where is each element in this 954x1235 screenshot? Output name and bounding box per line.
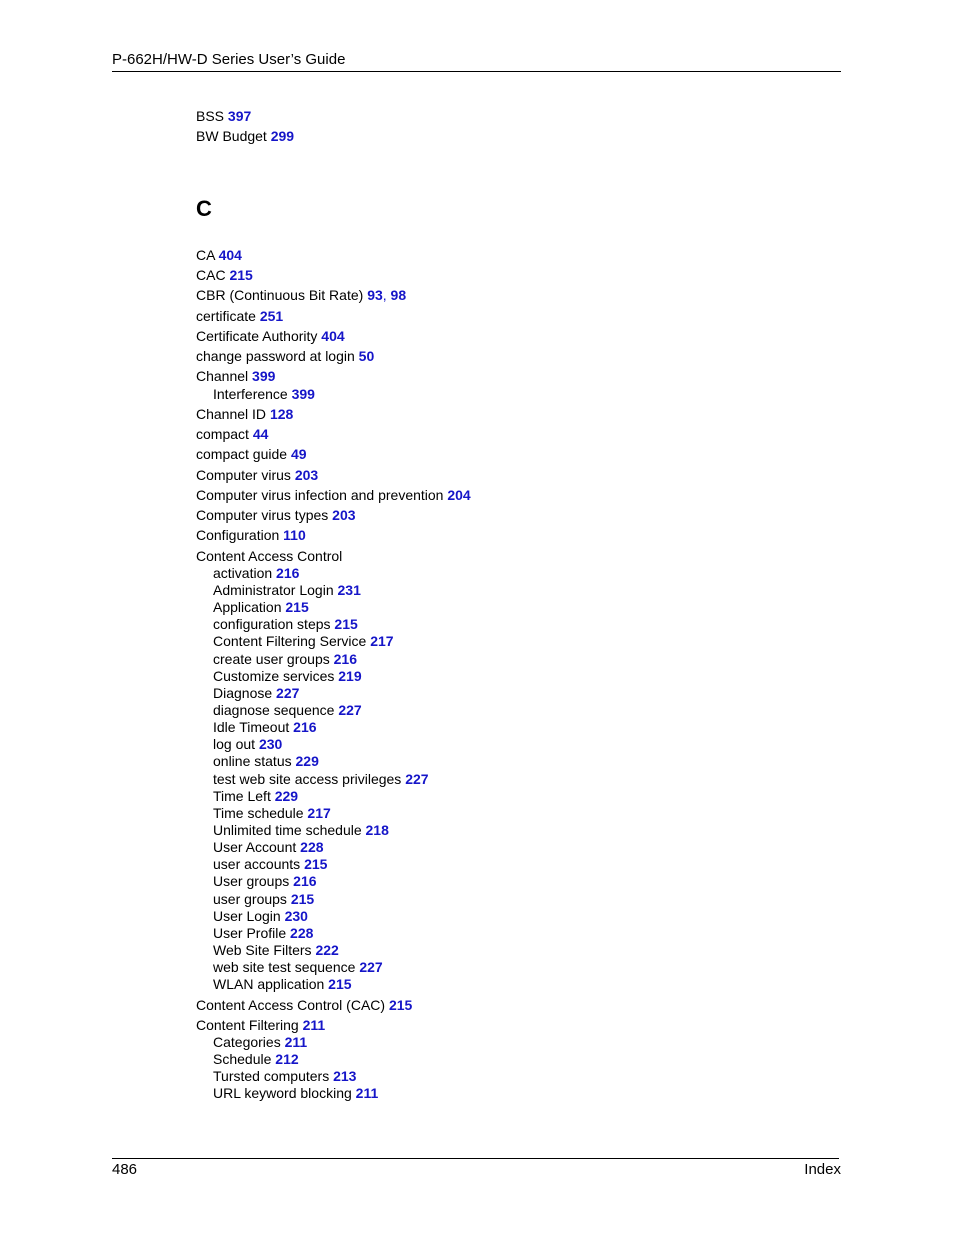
index-entry bbox=[196, 308, 283, 325]
page-link[interactable]: 404 bbox=[218, 247, 242, 263]
page-link[interactable]: 227 bbox=[276, 685, 300, 701]
index-term: Channel bbox=[196, 368, 249, 384]
index-term: User groups bbox=[213, 873, 290, 889]
index-subentry bbox=[213, 685, 299, 702]
index-entry bbox=[196, 487, 471, 504]
index-subentry bbox=[213, 651, 357, 668]
index-subentry bbox=[213, 805, 331, 822]
page-link[interactable]: 212 bbox=[275, 1051, 299, 1067]
page-link[interactable]: 215 bbox=[229, 267, 253, 283]
index-term: URL keyword blocking bbox=[213, 1085, 352, 1101]
index-term: configuration steps bbox=[213, 616, 331, 632]
index-entry bbox=[196, 467, 318, 484]
index-term: Unlimited time schedule bbox=[213, 822, 362, 838]
page-link[interactable]: 204 bbox=[447, 487, 471, 503]
index-entry bbox=[196, 1017, 325, 1034]
page-link[interactable]: 397 bbox=[227, 108, 252, 124]
page-link[interactable]: 128 bbox=[269, 406, 294, 422]
index-entry bbox=[196, 128, 294, 145]
page-link[interactable]: 44 bbox=[252, 426, 269, 442]
index-term: BW Budget bbox=[196, 128, 267, 144]
index-subentry bbox=[213, 565, 299, 582]
index-term: Tursted computers bbox=[213, 1068, 330, 1084]
index-term: User Account bbox=[213, 839, 297, 855]
index-subentry bbox=[213, 616, 358, 633]
page-link[interactable]: 251 bbox=[259, 308, 284, 324]
index-entry: CBR (Continuous Bit Rate) 93, 98 bbox=[196, 287, 407, 303]
footer-section-name: Index bbox=[804, 1161, 841, 1178]
index-term: log out bbox=[213, 736, 256, 752]
index-subentry bbox=[213, 959, 383, 976]
index-term: user accounts bbox=[213, 856, 301, 872]
index-subentry bbox=[213, 582, 361, 599]
index-subentry bbox=[213, 753, 319, 770]
page-link[interactable]: 230 bbox=[258, 736, 283, 752]
index-subentry bbox=[213, 873, 317, 890]
index-subentry bbox=[213, 1051, 299, 1068]
index-term: Administrator Login bbox=[213, 582, 334, 598]
index-subentry bbox=[213, 788, 298, 805]
index-subentry bbox=[213, 856, 327, 873]
page-link[interactable]: 231 bbox=[337, 582, 361, 598]
index-term: Computer virus bbox=[196, 467, 291, 483]
index-term: Customize services bbox=[213, 668, 335, 684]
index-term: Time schedule bbox=[213, 805, 304, 821]
index-subentry bbox=[213, 599, 309, 616]
index-entry bbox=[196, 997, 412, 1014]
index-term: Content Access Control (CAC) bbox=[196, 997, 386, 1013]
index-subentry bbox=[213, 908, 308, 925]
page-link[interactable]: 217 bbox=[370, 633, 394, 649]
index-term: Interference bbox=[213, 386, 288, 402]
page-link[interactable]: 215 bbox=[334, 616, 358, 632]
page-link[interactable]: 93 bbox=[367, 287, 383, 303]
index-entry bbox=[196, 368, 275, 385]
index-term: diagnose sequence bbox=[213, 702, 335, 718]
page-link[interactable]: 404 bbox=[321, 328, 345, 344]
page-link[interactable]: 216 bbox=[293, 873, 317, 889]
index-term: Time Left bbox=[213, 788, 271, 804]
page-link[interactable]: 216 bbox=[276, 565, 300, 581]
page-link[interactable]: 215 bbox=[388, 997, 413, 1013]
index-term: Schedule bbox=[213, 1051, 272, 1067]
page-link[interactable]: 227 bbox=[405, 771, 429, 787]
index-subentry bbox=[213, 976, 352, 993]
page-link[interactable]: 211 bbox=[355, 1085, 379, 1101]
index-subentry bbox=[213, 1034, 307, 1051]
page-link[interactable]: 215 bbox=[285, 599, 309, 615]
index-entry bbox=[196, 446, 307, 463]
page-link[interactable]: 216 bbox=[293, 719, 317, 735]
page-link[interactable]: 299 bbox=[270, 128, 295, 144]
page-link[interactable]: 215 bbox=[328, 976, 352, 992]
index-term: certificate bbox=[196, 308, 256, 324]
index-entry bbox=[196, 406, 293, 423]
index-term: Categories bbox=[213, 1034, 281, 1050]
index-term: change password at login bbox=[196, 348, 355, 364]
index-subentry bbox=[213, 942, 339, 959]
index-term: create user groups bbox=[213, 651, 330, 667]
index-subentry bbox=[213, 771, 429, 788]
index-term: Channel ID bbox=[196, 406, 267, 422]
page-link[interactable]: 49 bbox=[290, 446, 307, 462]
index-term: Computer virus infection and prevention bbox=[196, 487, 444, 503]
index-subentry bbox=[213, 822, 389, 839]
page-link[interactable]: 203 bbox=[294, 467, 319, 483]
index-subentry bbox=[213, 668, 362, 685]
page-link[interactable]: 213 bbox=[333, 1068, 357, 1084]
index-entry bbox=[196, 348, 374, 365]
page-link[interactable]: 227 bbox=[359, 959, 383, 975]
index-term: CAC bbox=[196, 267, 226, 283]
index-section-letter: C bbox=[196, 196, 212, 221]
index-term: WLAN application bbox=[213, 976, 325, 992]
index-term: Content Filtering bbox=[196, 1017, 299, 1033]
index-term: compact guide bbox=[196, 446, 288, 462]
index-term: activation bbox=[213, 565, 273, 581]
page-link[interactable]: 219 bbox=[338, 668, 362, 684]
page-link[interactable]: 230 bbox=[284, 908, 308, 924]
index-subentry bbox=[213, 702, 362, 719]
page-link[interactable]: 215 bbox=[290, 891, 315, 907]
index-term: user groups bbox=[213, 891, 287, 907]
index-term: Configuration bbox=[196, 527, 280, 543]
index-term: Application bbox=[213, 599, 282, 615]
index-term: compact bbox=[196, 426, 249, 442]
index-term: User Profile bbox=[213, 925, 287, 941]
index-term: Certificate Authority bbox=[196, 328, 318, 344]
page-link[interactable]: 50 bbox=[358, 348, 375, 364]
page-link[interactable]: 222 bbox=[315, 942, 339, 958]
index-term: Idle Timeout bbox=[213, 719, 290, 735]
index-entry bbox=[196, 267, 253, 284]
index-term: Content Access Control bbox=[196, 548, 343, 564]
index-subentry bbox=[213, 891, 314, 908]
index-entry bbox=[196, 527, 306, 544]
page-header-title: P-662H/HW-D Series User’s Guide bbox=[112, 51, 346, 68]
index-subentry bbox=[213, 633, 394, 650]
page-link[interactable]: 227 bbox=[338, 702, 362, 718]
index-term: Computer virus types bbox=[196, 507, 329, 523]
index-term: test web site access privileges bbox=[213, 771, 402, 787]
page-link[interactable]: 211 bbox=[302, 1017, 326, 1033]
page-link[interactable]: 203 bbox=[332, 507, 356, 523]
page-link[interactable]: 228 bbox=[290, 925, 314, 941]
footer-page-number: 486 bbox=[112, 1161, 138, 1178]
page-link[interactable]: 211 bbox=[284, 1034, 308, 1050]
page-link[interactable]: 229 bbox=[295, 753, 319, 769]
page-link[interactable]: 215 bbox=[304, 856, 328, 872]
index-term: CBR (Continuous Bit Rate) bbox=[196, 287, 364, 303]
index-term: User Login bbox=[213, 908, 281, 924]
index-term: web site test sequence bbox=[213, 959, 356, 975]
index-subentry bbox=[213, 1085, 378, 1102]
index-term: Diagnose bbox=[213, 685, 273, 701]
index-subentry bbox=[213, 1068, 356, 1085]
index-entry bbox=[196, 108, 251, 125]
header-divider bbox=[112, 71, 841, 72]
index-term: BSS bbox=[196, 108, 225, 124]
index-subentry bbox=[213, 839, 324, 856]
index-entry bbox=[196, 247, 242, 264]
index-entry bbox=[196, 328, 345, 345]
index-term: online status bbox=[213, 753, 292, 769]
page-link[interactable]: 218 bbox=[365, 822, 389, 838]
page-link[interactable]: 399 bbox=[252, 368, 276, 384]
page-link[interactable]: 217 bbox=[307, 805, 331, 821]
index-entry bbox=[196, 507, 356, 524]
footer-divider bbox=[112, 1158, 839, 1159]
page-link[interactable]: 98 bbox=[390, 287, 407, 303]
page-link[interactable]: 216 bbox=[333, 651, 357, 667]
index-term: Content Filtering Service bbox=[213, 633, 367, 649]
page-link[interactable]: 228 bbox=[300, 839, 324, 855]
index-term: Web Site Filters bbox=[213, 942, 312, 958]
index-subentry bbox=[213, 925, 313, 942]
page-link[interactable]: 229 bbox=[274, 788, 299, 804]
index-entry bbox=[196, 426, 268, 443]
index-subentry bbox=[213, 736, 282, 753]
page-link[interactable]: 110 bbox=[283, 527, 306, 543]
index-term: CA bbox=[196, 247, 215, 263]
index-entry bbox=[196, 548, 342, 565]
page-link[interactable]: 399 bbox=[291, 386, 315, 402]
index-subentry bbox=[213, 719, 317, 736]
index-subentry bbox=[213, 386, 315, 403]
